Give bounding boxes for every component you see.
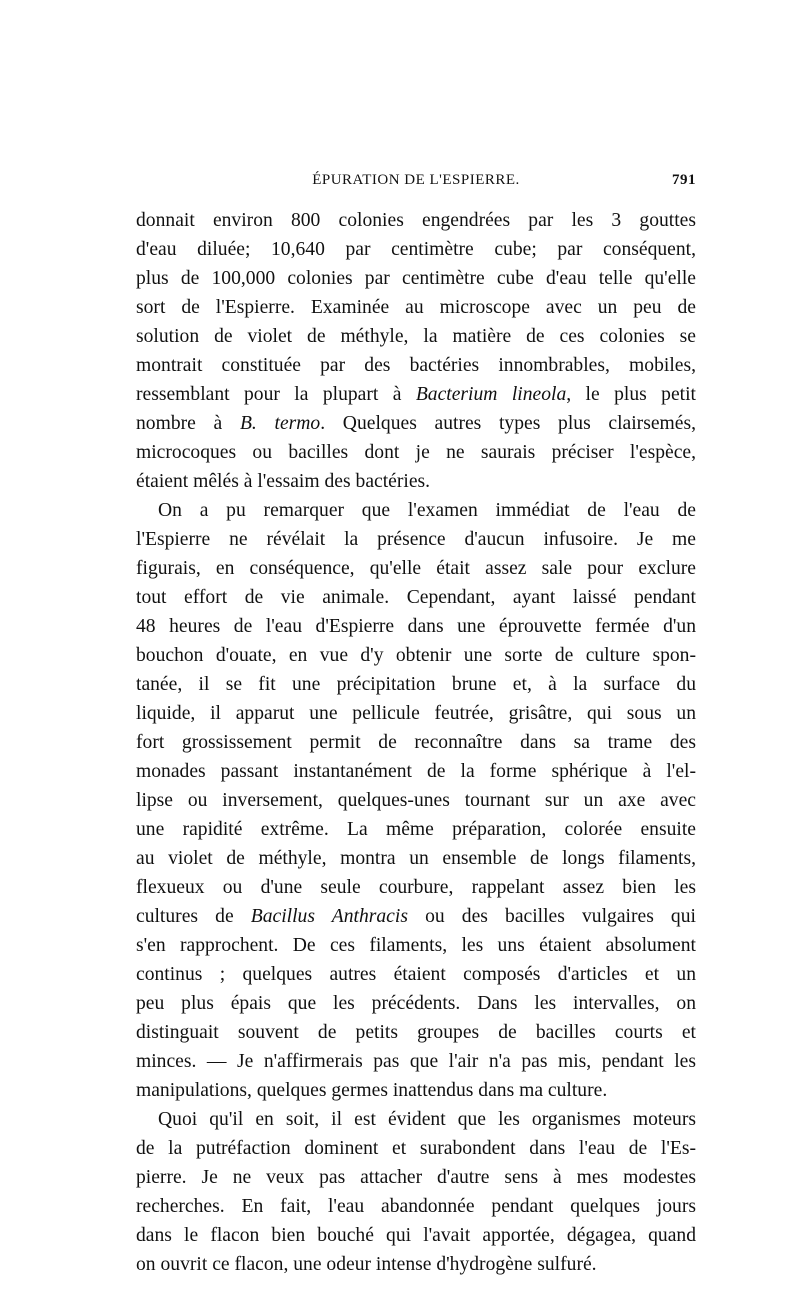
body-text (136, 206, 696, 1279)
text-line: cultures de Bacillus Anthracis ou des bacilles vulgaires qui (136, 906, 696, 927)
text-line: de la putréfaction dominent et surabondent dans l'eau de l'Es- (136, 1138, 696, 1159)
text-line: on ouvrit ce flacon, une odeur intense d'hydrogène sulfuré. (136, 1254, 597, 1275)
paragraph-1 (136, 206, 696, 496)
text-line: distinguait souvent de petits groupes de bacilles courts et (136, 1022, 696, 1043)
text-line: d'eau diluée; 10,640 par centimètre cube; par conséquent, (136, 239, 696, 260)
text-line: peu plus épais que les précédents. Dans les intervalles, on (136, 993, 696, 1014)
text-line: continus ; quelques autres étaient composés d'articles et un (136, 964, 696, 985)
text-line: ressemblant pour la plupart à Bacterium lineola, le plus petit (136, 384, 696, 405)
running-title: ÉPURATION DE L'ESPIERRE. (312, 172, 520, 188)
text-line: 48 heures de l'eau d'Espierre dans une éprouvette fermée d'un (136, 616, 696, 637)
paragraph-2 (136, 496, 696, 1105)
text-line: fort grossissement permit de reconnaître dans sa trame des (136, 732, 696, 753)
text-line: On a pu remarquer que l'examen immédiat de l'eau de (158, 500, 696, 521)
text-line: une rapidité extrême. La même préparation, colorée ensuite (136, 819, 696, 840)
text-line: bouchon d'ouate, en vue d'y obtenir une sorte de culture spon- (136, 645, 696, 666)
text-line: manipulations, quelques germes inattendus dans ma culture. (136, 1080, 608, 1101)
text-line: s'en rapprochent. De ces filaments, les uns étaient absolument (136, 935, 696, 956)
text-line: monades passant instantanément de la forme sphérique à l'el- (136, 761, 696, 782)
page-header (136, 172, 696, 194)
text-line: donnait environ 800 colonies engendrées par les 3 gouttes (136, 210, 696, 231)
page-number: 791 (672, 172, 696, 188)
text-line: Quoi qu'il en soit, il est évident que les organismes moteurs (158, 1109, 696, 1130)
text-line: flexueux ou d'une seule courbure, rappelant assez bien les (136, 877, 696, 898)
text-line: pierre. Je ne veux pas attacher d'autre sens à mes modestes (136, 1167, 696, 1188)
text-line: au violet de méthyle, montra un ensemble de longs filaments, (136, 848, 696, 869)
text-line: plus de 100,000 colonies par centimètre cube d'eau telle qu'elle (136, 268, 696, 289)
text-line: solution de violet de méthyle, la matière de ces colonies se (136, 326, 696, 347)
text-line: l'Espierre ne révélait la présence d'aucun infusoire. Je me (136, 529, 696, 550)
text-line: figurais, en conséquence, qu'elle était assez sale pour exclure (136, 558, 696, 579)
text-line: microcoques ou bacilles dont je ne saurais préciser l'espèce, (136, 442, 696, 463)
paragraph-3 (136, 1105, 696, 1279)
text-line: recherches. En fait, l'eau abandonnée pendant quelques jours (136, 1196, 696, 1217)
text-line: lipse ou inversement, quelques-unes tournant sur un axe avec (136, 790, 696, 811)
text-line: liquide, il apparut une pellicule feutrée, grisâtre, qui sous un (136, 703, 696, 724)
text-line: sort de l'Espierre. Examinée au microscope avec un peu de (136, 297, 696, 318)
text-line: tanée, il se fit une précipitation brune et, à la surface du (136, 674, 696, 695)
text-line: étaient mêlés à l'essaim des bactéries. (136, 471, 431, 492)
text-line: nombre à B. termo. Quelques autres types plus clairsemés, (136, 413, 696, 434)
text-line: tout effort de vie animale. Cependant, ayant laissé pendant (136, 587, 696, 608)
text-line: montrait constituée par des bactéries innombrables, mobiles, (136, 355, 696, 376)
text-line: dans le flacon bien bouché qui l'avait apportée, dégagea, quand (136, 1225, 696, 1246)
text-line: minces. — Je n'affirmerais pas que l'air n'a pas mis, pendant les (136, 1051, 696, 1072)
